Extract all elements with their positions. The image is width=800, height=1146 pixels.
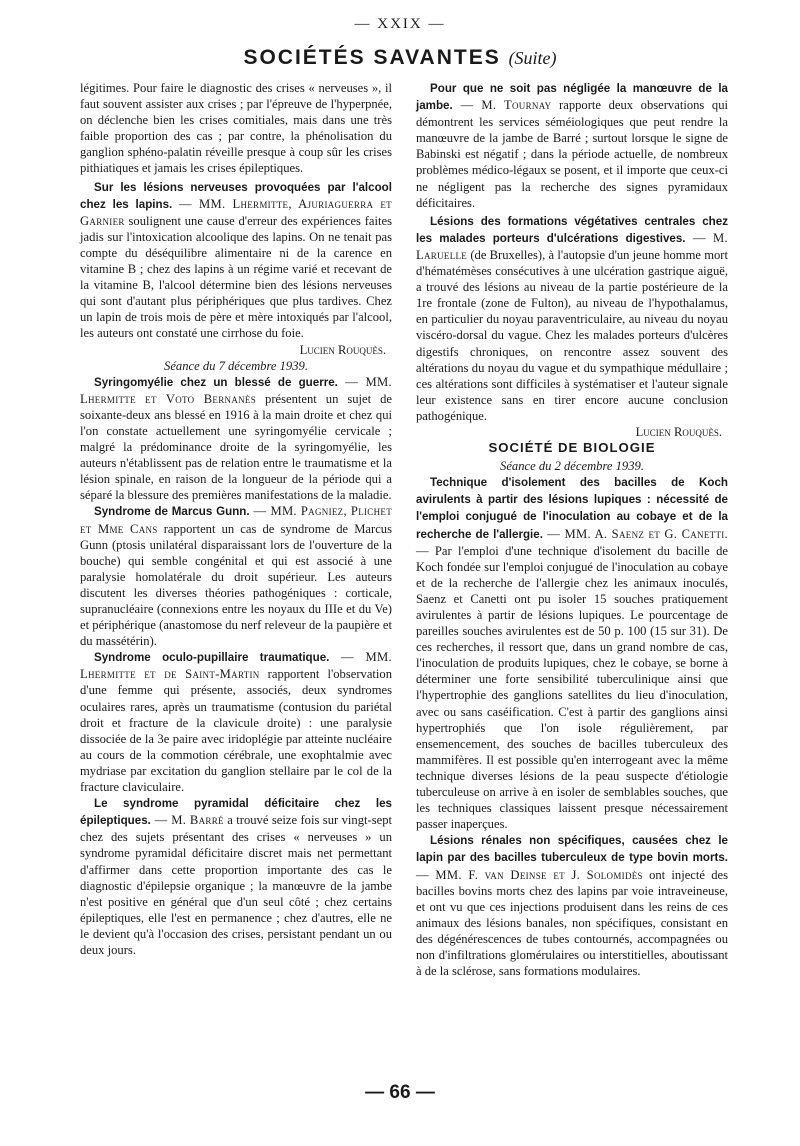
left-column xyxy=(80,80,392,958)
left-p2-authors: — MM. Lhermitte, Ajuriaguerra et Garnier xyxy=(80,196,392,228)
right-seance-date: Séance du 2 décembre 1939. xyxy=(500,459,644,474)
left-p6-lead: Le syndrome pyramidal déficitaire chez les épileptiques. xyxy=(80,797,392,828)
left-p4-lead: Syndrome de Marcus Gunn. xyxy=(94,505,250,519)
running-head-roman: — XXIX — xyxy=(354,16,446,32)
right-column xyxy=(416,80,728,979)
right-p2-lead: Lésions des formations végétatives centrales chez les malades porteurs d'ulcérations digestives. xyxy=(416,214,728,245)
right-p4-body: ont injecté des bacilles bovins morts chez des lapins par voie intraveineuse, et ont vu que ces injections produisent dans les reins de ces animaux des lésions banales, non spécifiques, consistant en des dégénérescences de tubes contournés, accompagnées ou non d'infiltrations glomérulaires ou interstitielles, aboutissant à de la sclérose, sans formations modulaires. xyxy=(416,867,728,979)
left-p2-body: soulignent une cause d'erreur des expériences faites jadis sur l'intoxication alcoolique des lapins. On ne tenait pas compte du déséquilibre alimentaire ni de la carence en vitamine B ; chez des lapins à un régime varié et recevant de la vitamine B, l'alcool détermine bien des lésions nerveuses qui sont d'autant plus périphériques que plus tardives. Chez un lapin de trois mois de père et mère intoxiqués par l'alcool, les auteurs ont constaté une cirrhose du foie. xyxy=(80,213,392,341)
right-p1-authors: — M. Tournay xyxy=(452,98,552,113)
left-p6-authors: — M. Barré xyxy=(150,813,224,828)
section-suite: (Suite) xyxy=(508,48,557,68)
left-paragraph-3 xyxy=(80,374,392,504)
left-signature: Lucien Rouquès. xyxy=(299,342,386,357)
page-number: — 66 — xyxy=(365,1082,435,1103)
right-signature: Lucien Rouquès. xyxy=(635,424,722,439)
left-p4-authors: — MM. Pagniez, Plichet et Mme Cans xyxy=(80,504,392,536)
left-paragraph-2 xyxy=(80,179,392,342)
right-paragraph-1 xyxy=(416,80,728,211)
right-paragraph-3 xyxy=(416,474,728,832)
right-p2-authors: — M. Laruelle xyxy=(416,230,728,262)
left-p3-lead: Syringomyélie chez un blessé de guerre. xyxy=(94,375,338,389)
right-p4-authors: — MM. F. van Deinse et J. Solomidès xyxy=(416,867,643,882)
left-paragraph-5 xyxy=(80,649,392,795)
society-heading: SOCIÉTÉ DE BIOLOGIE xyxy=(488,440,656,456)
section-name: SOCIÉTÉS SAVANTES xyxy=(243,46,501,69)
left-p2-lead: Sur les lésions nerveuses provoquées par l'alcool chez les lapins. xyxy=(80,180,392,211)
right-p2-body: (de Bruxelles), à l'autopsie d'un jeune homme mort d'hématémèses consécutives à une ulcération gastrique aiguë, a trouvé des lésions au niveau de la partie postérieure de la 1re frontale (zone de Fulton), au niveau de l'hypothalamus, en particulier du noyau paraventriculaire, au niveau du noyau viscéro-dorsal du vague. Chez les malades porteurs d'ulcères digestifs chroniques, on rencontre assez souvent des altérations du noyau du vague et du sympathique médullaire ; ces altérations sont difficiles à systématiser et l'auteur signale leur existence sans en tirer encore aucune conclusion pathogénique. xyxy=(416,247,728,423)
left-p6-body: a trouvé seize fois sur vingt-sept chez des sujets présentant des crises « nerveuses » un syndrome pyramidal déficitaire discret mais net permettant d'affirmer dans cette proportion importante des cas le diagnostic d'épilepsie organique ; la manœuvre de la jambe n'est positive en général que d'un seul côté ; chez certains épileptiques, elle l'est en permanence ; chez d'autres, elle ne le devient qu'à l'occasion des crises, persistant pendant un ou deux jours. xyxy=(80,813,392,957)
left-paragraph-6 xyxy=(80,795,392,958)
section-title xyxy=(0,46,800,70)
right-p3-body: — Par l'emploi d'une technique d'isolement du bacille de Koch fondée sur l'emploi conjugué de l'inoculation au cobaye et de la recherche de l'allergie chez les animaux inoculés, Saenz et Canetti ont pu isoler 15 souches pratiquement avirulentes à partir de lésions lupiques. Le pourcentage de pareilles souches avirulentes est de 50 p. 100 (15 sur 31). De ces recherches, il ressort que, dans un grand nombre de cas, l'inoculation de produits lupiques, chez le cobaye, se borne à déterminer une forte sensibilité tuberculinique ainsi que l'hypertrophie des ganglions satellites du lieu d'inoculation, avec ou sans caséification. C'est à partir des ganglions ainsi hypertrophiés que l'on isole régulièrement, par ensemencement, des souches de bacilles tuberculeux des mammifères. Il est possible qu'en interrogeant avec la même technique diverses lésions de la peau suspecte d'étiologie tuberculeuse on arrive à en isoler de semblables souches, que les techniques classiques laissent presque nécessairement passer inaperçues. xyxy=(416,543,728,832)
right-p3-authors: — MM. A. Saenz et G. Canetti. xyxy=(542,526,729,541)
left-p3-authors: — MM. Lhermitte et Voto Bernanès xyxy=(80,374,392,406)
right-p3-lead: Technique d'isolement des bacilles de Koch avirulents à partir des lésions lupiques : nécessité de l'emploi conjugué de l'inoculation au cobaye et de la recherche de l'allergie. xyxy=(416,476,728,541)
right-p1-body: rapporte deux observations qui démontrent les services séméiologiques que peut rendre la manœuvre de la jambe de Barré ; surtout lorsque le signe de Babinski est négatif ; dans la période actuelle, de nombreux problèmes médico-légaux se posent, et il importe que ceux-ci ne négligent pas la recherche des signes pyramidaux déficitaires. xyxy=(416,98,728,210)
left-seance-date: Séance du 7 décembre 1939. xyxy=(164,358,308,373)
left-p5-lead: Syndrome oculo-pupillaire traumatique. xyxy=(94,651,330,665)
right-p1-lead: Pour que ne soit pas négligée la manœuvre de la jambe. xyxy=(416,82,728,113)
left-p5-body: rapportent l'observation d'une femme qui présente, associés, deux syndromes oculaires rares, après un traumatisme (contusion du pariétal droit et fracture de la clavicule droite) : une paralysie dissociée de la 3e paire avec iridoplégie par atteinte nucléaire au cours de la commotion cérébrale, une exophtalmie avec mydriase par excitation du ganglion stellaire par le col de la fracture claviculaire. xyxy=(80,667,393,795)
left-paragraph-4 xyxy=(80,503,392,649)
right-p4-lead: Lésions rénales non spécifiques, causées chez le lapin par des bacilles tuberculeux de type bovin morts. xyxy=(416,834,728,865)
left-paragraph-1: légitimes. Pour faire le diagnostic des crises « nerveuses », il faut souvent assister aux crises ; par l'épreuve de l'hyperpnée, on déclenche bien les crises comitiales, mais dans une très faible proportion des cas ; par contre, la phénolisation du ganglion sphéno-palatin réveille presque à coup sûr les crises pithiatiques et jamais les crises épileptiques. xyxy=(80,81,392,176)
left-p5-authors: — MM. Lhermitte et de Saint-Martin xyxy=(80,650,392,682)
right-paragraph-4 xyxy=(416,832,728,979)
left-p4-body: rapportent un cas de syndrome de Marcus Gunn (ptosis unilatéral disparaissant lors de l'ouverture de la bouche) qui semble congénital et qui est associé à une paralysie homolatérale du droit supérieur. Les auteurs discutent les diverses théories pathogéniques : corticale, supranucléaire (connexions entre les noyaux du IIIe et du Ve) et périphérique (anastomose du nerf releveur de la paupière et du massétérin). xyxy=(80,521,392,649)
left-p3-body: présentent un sujet de soixante-deux ans blessé en 1916 à la main droite et chez qui l'on constate actuellement une syringomyélie cervicale ; malgré la prédominance droite de la syringomyélie, les auteurs n'établissent pas de relation entre le traumatisme et la lésion spinale, en raison de la longueur de la période qui a séparé la blessure des premières manifestations de la maladie. xyxy=(80,391,392,503)
right-paragraph-2 xyxy=(416,213,728,424)
